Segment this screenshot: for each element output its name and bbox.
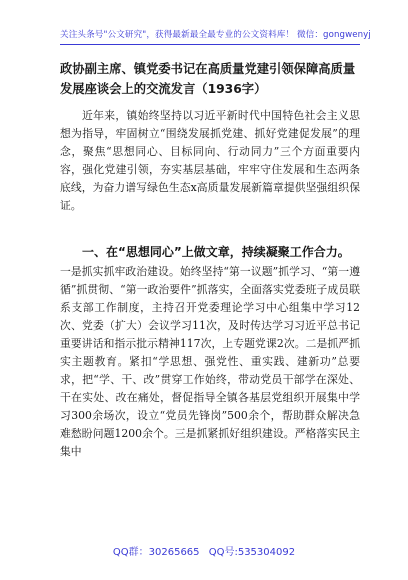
intro-paragraph: 近年来，镇始终坚持以习近平新时代中国特色社会主义思想为指导，牢固树立“围绕发展抓党建、抓好党建促发展”的理念，聚焦“思想同心、目标同向、行动同力”三个方面重要内容，强化党建引领，夯实基层基础，牢牢守住发展和生态两条底线，为奋力谱写绿色生态x高质量发展新篇章提供坚强组织保证。 [60,109,360,212]
header-divider [60,44,360,45]
qq-number-text: QQ号:535304092 [208,547,296,558]
section-heading: 一、在“思想同心”上做文章，持续凝聚工作合力。 [82,245,350,259]
promo-header: 关注头条号"公文研究"，获得最新最全最专业的公文资料库！ 微信：gongwenyj [60,30,371,40]
document-title: 政协副主席、镇党委书记在高质量党建引领保障高质量发展座谈会上的交流发言（1936字） [60,62,356,96]
section-body-paragraph: 一是抓实抓牢政治建设。始终坚持“第一议题”抓学习、“第一遵循”抓贯彻、“第一政治要件”抓落实，全面落实党委班子成员联系支部工作制度，主持召开党委理论学习中心组集中学习12次、党委（扩大）会议学习11次，及时传达学习习近平总书记重要讲话和指示批示精神117次，上专题党课2次。二是抓严抓实主题教育。紧扣“学思想、强党性、重实践、建新功”总要求，把“学、干、改”贯穿工作始终，带动党员干部学在深处、干在实处、改在痛处，督促指导全镇各基层党组织开展集中学习300余场次，设立“党员先锋岗”500余个，帮助群众解决急难愁盼问题1200余个。三是抓紧抓好组织建设。严格落实民主集中 [60,265,360,458]
contact-footer [0,543,408,558]
qq-group-text: QQ群：30265665 [112,547,200,558]
